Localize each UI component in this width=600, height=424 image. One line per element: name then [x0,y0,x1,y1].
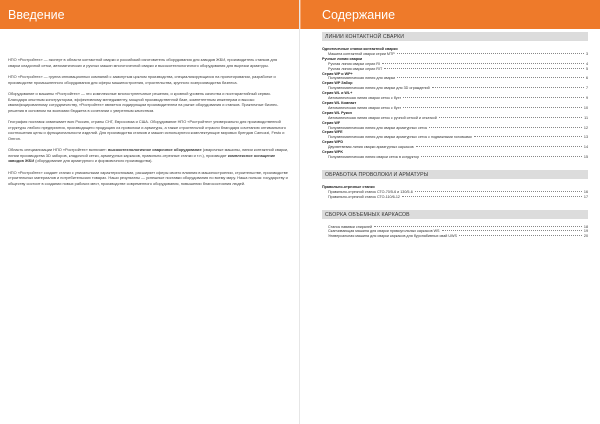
paragraph-text: Оборудование и машины «Ростройтех» — это комплексные многоступенчатые решения, и кровной уровень качества и постгарантийный сервис. Благодаря опытным конструкторам, эффективному менеджменту, мощной производственной базе, компетентным инженерам и высоко квалифицированному сотрудничеству, «Ростройтех» является лидирующим производителем на рынке оборудования и станков. Практичные бизнес-решения в основном на экономии бюджета в сочетании с уверенным качеством. [8,91,279,113]
toc-group-title: Ручные линии сварки [322,56,363,61]
intro-paragraph [8,170,290,187]
intro-paragraph [8,147,290,164]
paragraph-text: География поставок охватывает всю Россию, страны СНГ, Евросоюза и США. Оборудование НПО «Ростройтех» универсально для производственной структуры любого предприятия, производящего продукцию из проволоки и арматуры, а также строительной отрасли благодаря сочетанию оптимального соотношения цены и функциональности изделий. Для производства станков и машин используются комплектующие мировых брендов Camozzi, Festo и Omron. [8,119,286,141]
toc-group-title: Серия WL Рукон [322,110,352,115]
toc-entry-label: Автоматическая линия сварки сеток с бухт [328,96,402,101]
toc-section-title: СБОРКА ОБЪЕМНЫХ КАРКАСОВ [322,210,588,219]
toc-entry-label: Полуавтоматическая линия для сварки [328,76,396,81]
dot-leader [439,117,582,118]
paragraph-text: НПО «Ростройтех» — группа инновационных компаний с замкнутым циклом производства, специализирующихся на проектировании, разработке и производстве промышленного оборудования для сферы машиностроения, строительства, крупного хозпроизводства бизнеса. [8,74,276,85]
toc-entry-label: Автоматическая линия сварки сеток с ручной сеткой и откаткой [328,115,437,120]
intro-paragraph [8,119,290,141]
toc-group-title: Серия WPD [322,140,344,145]
dot-leader [402,196,582,197]
toc-page-number: 7 [585,86,588,91]
toc-entry-label: Станок навивки спиралей [328,224,373,229]
toc-page-number: 19 [583,229,588,234]
toc-entry-label: Полуавтоматическая линия сварки сеток в кондуктор [328,154,420,159]
toc-entry-label: Правильно-отрезной станок СТО-110/6-12 [328,194,400,199]
toc-group-title: Серия WL и WL+ [322,91,353,96]
toc-page-number: 14 [583,145,588,150]
toc-group-title: Одноточечные станки контактной сварки [322,47,398,51]
paragraph-text: НПО «Ростройтех» создает станки с уникальными характеристиками, расширяет сферы своего влияния в машиностроении, строительстве, производстве строительных материалов и потребительских товарах. Наши результаты — успешные поставки оборудования по всему миру. Наша польза: государству и обществу состоит в создании новых рабочих мест, производстве современного оборудования, повышении благосостояния людей. [8,169,288,186]
dot-leader [474,136,582,137]
toc-section-list [322,219,588,240]
toc-group-title: Серия WPK [322,150,344,155]
bold-text: высокотехнологичное сварочное оборудование [107,147,202,152]
toc-page-number: 15 [583,154,588,159]
toc-entry[interactable] [322,195,588,200]
toc-entry-label: Полуавтоматическая линия для сварки арматурных сеток с подвижными головками [328,135,472,140]
toc-entry-label: Правильно-отрезной станок СТО-70/5-6 и 130/5-6 [328,189,413,194]
toc-section-list [322,41,588,160]
table-of-contents [300,32,600,239]
intro-paragraph [8,74,290,85]
toc-entry-label: Полуавтоматическая линия для сварки арматурных сеток [328,125,428,130]
toc-entry-label: Двухветвевая линия сварки арматурных каркасов [328,145,414,150]
toc-entry-label: Автоматическая линия сварки сеток с бухт [328,105,402,110]
toc-group-title: Серия WL Компакт [322,100,357,105]
bold-text: комплексное оснащение заводов ЖБИ [8,152,276,163]
toc-page-number: 17 [583,194,588,199]
intro-paragraph [8,57,290,68]
contents-header [300,0,600,29]
right-page [300,0,600,424]
dot-leader [403,107,582,108]
toc-group-title: Серия WP и WP+ [322,71,353,76]
dot-leader [459,235,582,236]
dot-leader [382,63,584,64]
toc-page-number: 18 [583,224,588,229]
toc-group-title: Серия WP Забор [322,81,353,86]
paragraph-text: НПО «Ростройтех» — эксперт в области контактной сварки и российский изготовитель оборудования для заводов ЖБИ, производитель станков для сварки кладочной сетки, автоматических и ручных машин многоточечной сварки и высокотехнологичного оборудования для вырезки арматуры. [8,57,278,68]
intro-title: Введение [8,8,65,22]
toc-entry-label: Полуавтоматическая линия для сварки для 3D ограждений [328,86,430,91]
toc-entry-label: Универсальная машина для сварки каркасов для буронабивных свай UWS [328,234,457,239]
toc-page-number: 13 [583,135,588,140]
toc-page-number: 9 [585,96,588,101]
dot-leader [384,68,584,69]
toc-page-number: 10 [583,105,588,110]
intro-header [0,0,300,29]
toc-group-title: Серия WFE [322,130,343,135]
toc-entry-label: Сканчивающая машина для сварки прямоугольных каркасов WS [328,229,440,234]
dot-leader [415,191,582,192]
toc-page-number: 6 [585,76,588,81]
intro-paragraph [8,91,290,113]
toc-entry-label: Ручная линия сварки серии RI [328,61,380,66]
dot-leader [374,226,582,227]
toc-section-title: ОБРАБОТКА ПРОВОЛОКИ И АРМАТУРЫ [322,170,588,179]
dot-leader [442,230,582,231]
toc-page-number: 12 [583,125,588,130]
dot-leader [416,146,582,147]
toc-page-number: 5 [585,66,588,71]
paragraph-text: (оборудование для арматурного и формовочного производства). [34,158,153,163]
toc-group-title: Серия WF [322,120,341,125]
toc-group-title: Правильно-отрезные станки [322,184,375,189]
dot-leader [432,87,584,88]
toc-entry-label: Машина контактной сварки серии МТР [328,51,395,56]
toc-entry[interactable] [322,155,588,160]
toc-page-number: 20 [583,234,588,239]
toc-entry[interactable] [322,234,588,239]
intro-body [0,29,300,186]
dot-leader [397,77,584,78]
toc-section-title: ЛИНИИ КОНТАКТНОЙ СВАРКИ [322,32,588,41]
toc-page-number: 11 [584,115,588,120]
dot-leader [421,156,582,157]
contents-title: Содержание [322,8,396,22]
toc-page-number: 4 [585,61,588,66]
toc-entry-label: Ручная линия сварки серии RIT [328,66,383,71]
dot-leader [403,97,584,98]
paragraph-text: Область специализации НПО «Ростройтех» включает: [8,147,108,152]
dot-leader [429,127,582,128]
dot-leader [397,53,584,54]
toc-page-number: 16 [583,189,588,194]
paragraph-text: (сварочные машины, линии контактной сварки, линии производства 3D заборов, кладочной сетки, арматурных каркасов, правильно-отрезные станки и т.п.), производят [8,147,289,158]
toc-page-number: 3 [585,51,588,56]
toc-section-list [322,179,588,200]
